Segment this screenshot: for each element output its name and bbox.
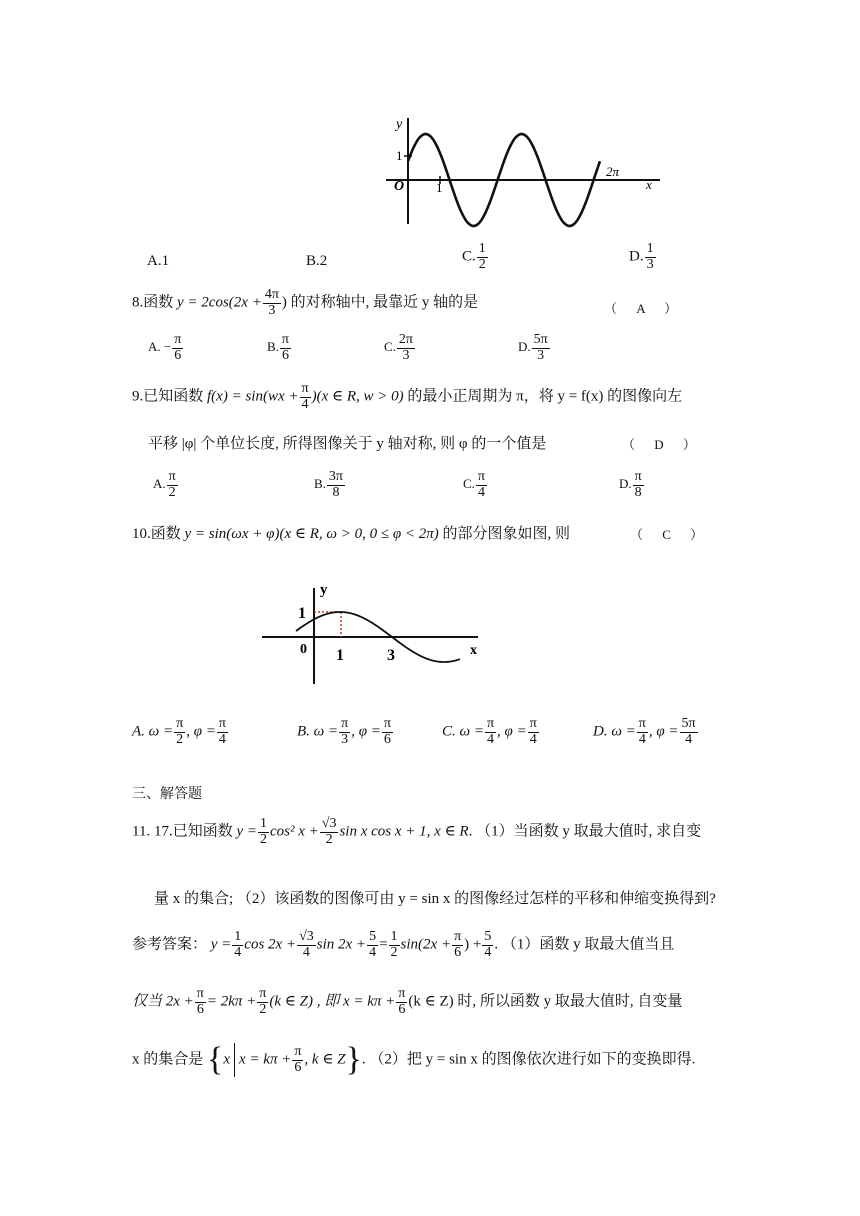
answer-l2a: 仅当 2x + bbox=[132, 993, 194, 1010]
q8-d-den: 3 bbox=[537, 347, 545, 363]
q10-a-d1: 2 bbox=[176, 731, 184, 747]
answer-frac4 bbox=[389, 930, 400, 960]
answer-frac3 bbox=[367, 930, 378, 960]
answer-d4: 2 bbox=[390, 944, 398, 960]
q10-c-d2: 4 bbox=[529, 731, 537, 747]
figure-2-x1-label: 1 bbox=[336, 647, 344, 664]
q9-option-b bbox=[314, 470, 346, 500]
answer-l3a: x 的集合是 bbox=[132, 1051, 204, 1068]
answer-l2-n2: π bbox=[259, 986, 267, 1001]
q10-b-d1: 3 bbox=[341, 731, 349, 747]
q11-frac1 bbox=[258, 817, 269, 847]
figure-2-x-label: x bbox=[470, 643, 477, 658]
q8-c-fraction bbox=[397, 333, 415, 363]
q10-a-frac1 bbox=[174, 717, 185, 747]
q9-stem-line1 bbox=[132, 382, 682, 412]
answer-d5: 6 bbox=[454, 944, 462, 960]
set-brace-right: } bbox=[345, 1041, 362, 1078]
figure-1-one-label: 1 bbox=[396, 148, 403, 163]
q10-b-mid: , φ = bbox=[351, 723, 381, 740]
q10-option-b bbox=[297, 717, 394, 747]
q8-func-den: 3 bbox=[268, 302, 276, 318]
q9-option-a bbox=[153, 470, 179, 500]
q10-d-n2: 5π bbox=[681, 716, 696, 731]
q8-a-num: π bbox=[174, 332, 182, 347]
q8-a-prefix: A. − bbox=[148, 339, 172, 355]
q7-option-d-prefix: D. bbox=[629, 248, 644, 265]
figure-2-y-label: y bbox=[320, 582, 328, 598]
q10-c-d1: 4 bbox=[487, 731, 494, 747]
q10-a-mid: , φ = bbox=[186, 723, 216, 740]
figure-1-x-tick-label: 1 bbox=[436, 180, 443, 195]
answer-d6: 4 bbox=[484, 944, 492, 960]
figure-1-x-label: x bbox=[646, 177, 652, 192]
q9-func-fraction bbox=[300, 382, 311, 412]
q9-b-den: 8 bbox=[332, 484, 340, 500]
q10-d-mid: , φ = bbox=[648, 723, 679, 740]
q7-option-d-fraction bbox=[645, 242, 656, 272]
answer-l3b: x = kπ + bbox=[239, 1051, 292, 1068]
q8-c-den: 3 bbox=[402, 347, 410, 363]
q8-func-fraction bbox=[263, 288, 281, 318]
q10-a-frac2 bbox=[217, 717, 228, 747]
figure-2-one-label: 1 bbox=[298, 605, 306, 622]
q8-b-num: π bbox=[281, 332, 289, 347]
figure-2-graph bbox=[256, 574, 492, 686]
q7-option-d bbox=[629, 242, 657, 272]
answer-e5: sin(2x + bbox=[400, 936, 452, 953]
q8-stem bbox=[132, 288, 478, 318]
q10-d-prefix: D. ω = bbox=[593, 723, 636, 740]
q9-func-den: 4 bbox=[301, 396, 309, 412]
q9-a-prefix: A. bbox=[153, 476, 166, 492]
q11-frac2 bbox=[320, 817, 339, 847]
answer-frac1 bbox=[232, 930, 243, 960]
q8-option-a bbox=[148, 333, 184, 363]
q10-d-d2: 4 bbox=[685, 731, 693, 747]
answer-d1: 4 bbox=[234, 944, 242, 960]
answer-l2-frac2 bbox=[257, 987, 268, 1017]
q8-b-den: 6 bbox=[281, 347, 289, 363]
q7-option-a-text: A.1 bbox=[147, 253, 170, 269]
q7-option-b bbox=[306, 253, 327, 270]
answer-frac2 bbox=[297, 930, 316, 960]
answer-l2-frac1 bbox=[195, 987, 206, 1017]
answer-line1 bbox=[132, 930, 674, 960]
q10-d-d1: 4 bbox=[638, 731, 646, 747]
q8-answer: （ A ） bbox=[604, 301, 686, 316]
answer-e2: cos 2x + bbox=[244, 936, 297, 953]
q9-c-num: π bbox=[477, 469, 485, 484]
q7-c-num: 1 bbox=[478, 241, 486, 256]
q10-c-frac1 bbox=[485, 717, 496, 747]
q9-answer: （ D ） bbox=[622, 437, 704, 452]
q10-a-prefix: A. ω = bbox=[132, 723, 174, 740]
answer-line2 bbox=[132, 987, 682, 1017]
q11-stem-line2 bbox=[154, 887, 716, 908]
answer-e3: sin 2x + bbox=[316, 936, 367, 953]
q10-text: 的部分图象如图, 则 bbox=[442, 526, 571, 542]
q9-b-num: 3π bbox=[328, 469, 343, 484]
q7-d-den: 3 bbox=[646, 256, 654, 272]
q9-text1: 的最小正周期为 π，将 y = f(x) 的图像向左 bbox=[407, 388, 683, 405]
q10-b-n1: π bbox=[341, 716, 349, 731]
q9-d-fraction bbox=[633, 470, 644, 500]
q11-text2: 量 x 的集合; （2）该函数的图像可由 y = sin x 的图像经过怎样的平移和伸缩变换得到? bbox=[154, 891, 716, 907]
figure-1-origin-label: O bbox=[394, 179, 405, 194]
q10-func: y = sin(ωx + φ)(x ∈ R, ω > 0, 0 ≤ φ < 2π) bbox=[184, 526, 439, 542]
q9-c-fraction bbox=[476, 470, 487, 500]
q10-d-frac2 bbox=[680, 717, 698, 747]
q7-option-c-fraction bbox=[477, 242, 488, 272]
q7-d-num: 1 bbox=[646, 241, 654, 256]
answer-l2d: (k ∈ Z) 时, 所以函数 y 取最大值时, 自变量 bbox=[408, 993, 683, 1010]
q8-d-num: 5π bbox=[533, 332, 548, 347]
q9-d-prefix: D. bbox=[619, 476, 632, 492]
q9-func-post: )(x ∈ R, w > 0) bbox=[311, 388, 404, 405]
answer-d2: 4 bbox=[302, 944, 310, 960]
answer-label: 参考答案： bbox=[132, 936, 208, 953]
q11-f2: cos² x + bbox=[270, 823, 319, 840]
answer-l2-n1: π bbox=[196, 986, 204, 1001]
figure-2-x3-label: 3 bbox=[387, 647, 395, 664]
q11-lead: 已知函数 bbox=[172, 823, 233, 840]
answer-line3 bbox=[132, 1041, 695, 1079]
figure-2-origin-label: 0 bbox=[300, 642, 307, 657]
q11-n1: 1 bbox=[260, 816, 267, 831]
q9-option-d bbox=[619, 470, 645, 500]
answer-l3-frac bbox=[292, 1045, 303, 1075]
q10-option-c bbox=[442, 717, 540, 747]
q10-b-frac2 bbox=[382, 717, 393, 747]
q10-d-frac1 bbox=[637, 717, 648, 747]
q8-option-b bbox=[267, 333, 292, 363]
answer-frac6 bbox=[482, 930, 493, 960]
q11-f3: sin x cos x + 1, x ∈ R bbox=[339, 823, 469, 840]
q10-a-n2: π bbox=[218, 716, 226, 731]
answer-frac5 bbox=[452, 930, 463, 960]
q10-d-n1: π bbox=[638, 716, 646, 731]
q9-func-pre: f(x) = sin(wx + bbox=[207, 388, 299, 405]
q9-a-num: π bbox=[168, 469, 176, 484]
q9-b-prefix: B. bbox=[314, 476, 326, 492]
answer-n4: 1 bbox=[390, 929, 398, 944]
answer-e6: ) + bbox=[464, 936, 482, 953]
q9-c-prefix: C. bbox=[463, 476, 475, 492]
q10-b-d2: 6 bbox=[383, 731, 391, 747]
q11-d1: 2 bbox=[260, 831, 267, 847]
q11-text1: . （1）当函数 y 取最大值时, 求自变 bbox=[468, 823, 702, 840]
q10-c-frac2 bbox=[528, 717, 539, 747]
q9-a-den: 2 bbox=[168, 484, 176, 500]
q9-text2: 平移 |φ| 个单位长度, 所得图像关于 y 轴对称, 则 φ 的一个值是 bbox=[148, 436, 547, 452]
q9-lead: 已知函数 bbox=[143, 388, 204, 405]
q7-c-den: 2 bbox=[478, 256, 486, 272]
answer-e4: = bbox=[379, 936, 388, 953]
q10-stem bbox=[132, 522, 570, 543]
answer-n6: 5 bbox=[484, 929, 492, 944]
q9-number: 9. bbox=[132, 388, 144, 405]
q8-option-d bbox=[518, 333, 551, 363]
q10-c-prefix: C. ω = bbox=[442, 723, 484, 740]
q10-number: 10. bbox=[132, 526, 151, 542]
answer-l2b: = 2kπ + bbox=[206, 993, 257, 1010]
answer-l2-frac3 bbox=[396, 987, 407, 1017]
q10-answer: （ C ） bbox=[630, 527, 712, 542]
q9-d-den: 8 bbox=[634, 484, 642, 500]
answer-l2-n3: π bbox=[398, 986, 406, 1001]
answer-l2-d3: 6 bbox=[398, 1001, 406, 1017]
q10-lead: 函数 bbox=[150, 526, 181, 542]
q8-c-num: 2π bbox=[398, 332, 413, 347]
q9-c-den: 4 bbox=[477, 484, 485, 500]
answer-l2c: (k ∈ Z) , 即 x = kπ + bbox=[269, 993, 396, 1010]
q10-option-d bbox=[593, 717, 699, 747]
answer-set-var: x bbox=[223, 1051, 231, 1068]
answer-n5: π bbox=[454, 929, 462, 944]
answer-l3d: . （2）把 y = sin x 的图像依次进行如下的变换即得. bbox=[361, 1051, 696, 1068]
answer-l2-d1: 6 bbox=[196, 1001, 204, 1017]
q7-option-a bbox=[147, 253, 169, 270]
answer-l3-n: π bbox=[294, 1043, 302, 1059]
q10-a-n1: π bbox=[176, 716, 184, 731]
q8-number: 8. bbox=[132, 294, 144, 311]
q7-option-b-text: B.2 bbox=[306, 253, 328, 269]
q9-option-c bbox=[463, 470, 488, 500]
set-divider bbox=[234, 1043, 235, 1077]
q10-option-a bbox=[132, 717, 229, 747]
q8-d-fraction bbox=[532, 333, 550, 363]
q8-text: 的对称轴中, 最靠近 y 轴的是 bbox=[290, 294, 479, 311]
q10-c-n2: π bbox=[529, 716, 537, 731]
answer-n3: 5 bbox=[369, 929, 377, 944]
q11-stem-line1 bbox=[132, 817, 701, 847]
q8-b-fraction bbox=[280, 333, 291, 363]
q10-c-mid: , φ = bbox=[497, 723, 527, 740]
answer-e1: y = bbox=[210, 936, 232, 953]
q10-c-n1: π bbox=[486, 716, 495, 731]
q9-a-fraction bbox=[167, 470, 178, 500]
set-brace-left: { bbox=[207, 1041, 224, 1078]
q7-option-c bbox=[462, 242, 489, 272]
q8-a-den: 6 bbox=[174, 347, 182, 363]
q9-stem-line2 bbox=[148, 432, 546, 453]
answer-n2: √3 bbox=[299, 929, 314, 944]
q8-func-post: ) bbox=[281, 294, 287, 311]
q10-b-frac1 bbox=[339, 717, 350, 747]
q8-func-num: 4π bbox=[264, 287, 279, 302]
answer-l2-d2: 2 bbox=[259, 1001, 267, 1017]
q9-d-num: π bbox=[634, 469, 642, 484]
q10-b-n2: π bbox=[383, 716, 391, 731]
q8-option-c bbox=[384, 333, 416, 363]
figure-1-y-label: y bbox=[396, 117, 403, 132]
q8-lead: 函数 bbox=[143, 294, 174, 311]
figure-1-two-pi-label: 2π bbox=[606, 164, 620, 179]
q10-b-prefix: B. ω = bbox=[297, 723, 339, 740]
q11-number: 11. 17. bbox=[132, 823, 173, 840]
section-3-title: 三、解答题 bbox=[132, 787, 202, 802]
answer-e7: . （1）函数 y 取最大值当且 bbox=[494, 936, 675, 953]
q8-d-prefix: D. bbox=[518, 339, 531, 355]
q11-n2: √3 bbox=[321, 816, 337, 831]
answer-d3: 4 bbox=[369, 944, 377, 960]
q8-b-prefix: B. bbox=[267, 339, 279, 355]
answer-l3c: , k ∈ Z bbox=[304, 1051, 346, 1068]
q11-f1: y = bbox=[236, 823, 257, 840]
q9-func-num: π bbox=[301, 381, 309, 396]
q9-b-fraction bbox=[327, 470, 345, 500]
q8-a-fraction bbox=[172, 333, 183, 363]
q7-option-c-prefix: C. bbox=[462, 248, 476, 265]
q8-func-pre: y = 2cos(2x + bbox=[177, 294, 262, 311]
q11-d2: 2 bbox=[325, 831, 333, 847]
figure-1-sine-graph bbox=[378, 112, 678, 232]
q8-c-prefix: C. bbox=[384, 339, 396, 355]
q10-a-d2: 4 bbox=[218, 731, 226, 747]
answer-l3-d: 6 bbox=[294, 1059, 302, 1075]
answer-n1: 1 bbox=[234, 929, 242, 944]
